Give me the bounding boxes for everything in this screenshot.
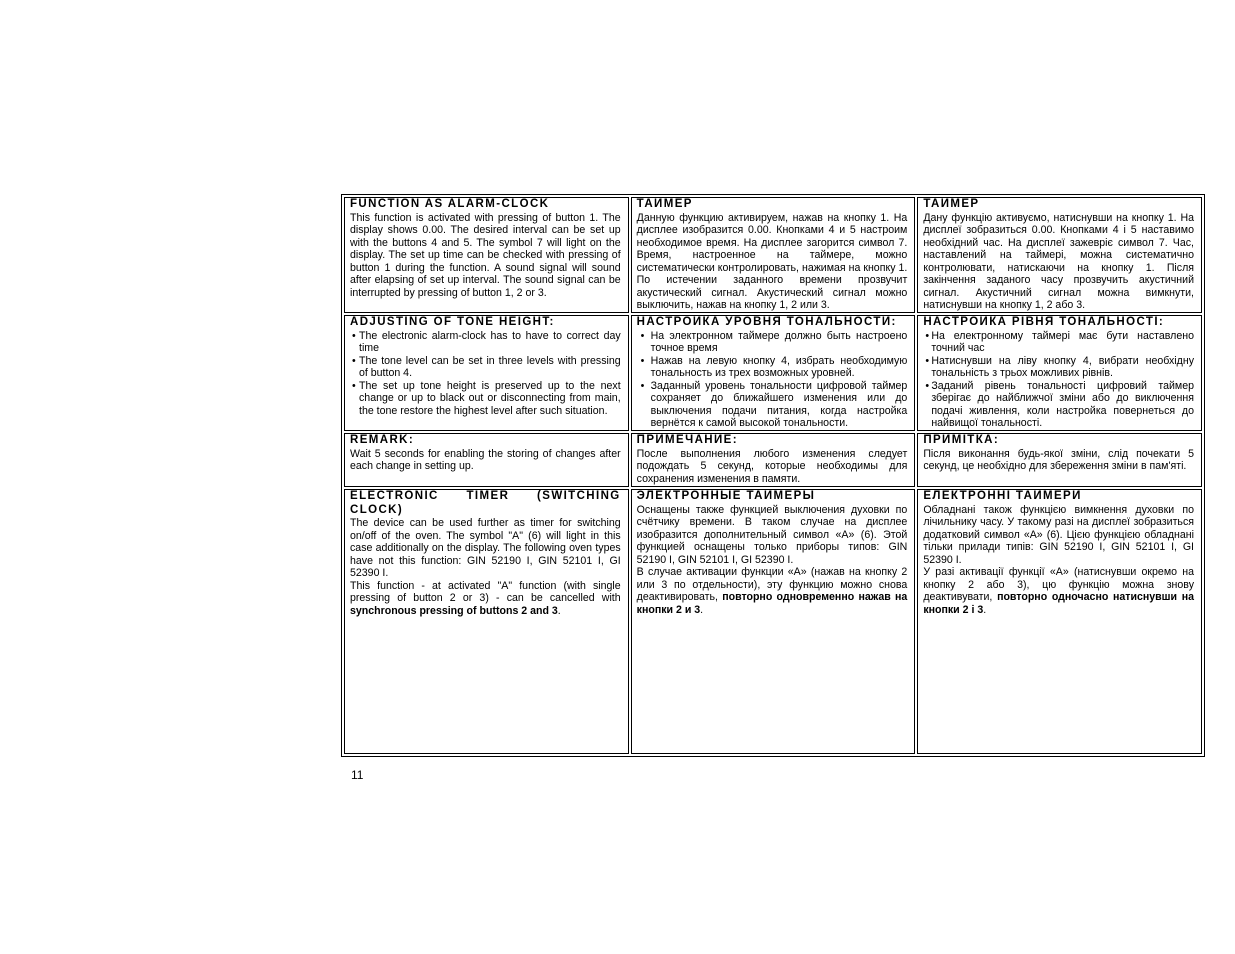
- tone-height-item: • The tone level can be set in three levels with pressing of button 4.: [350, 355, 621, 380]
- alarm-clock-row: [344, 197, 1202, 313]
- tone-height-item: • Натиснувши на ліву кнопку 4, вибрати необхідну тональність з трьох можливих рівнів.: [923, 355, 1194, 380]
- electronic-timer-cancel-text-russian: [637, 566, 908, 616]
- tone-height-row: [344, 315, 1202, 431]
- remark-heading-ukrainian: ПРИМІТКА:: [923, 434, 1000, 446]
- cancel-text: This function - at activated "A" function (with single pressing of button 2 or 3) - can be cancelled with: [350, 579, 621, 605]
- electronic-timer-cancel-text-ukrainian: [923, 566, 1194, 616]
- remark-text-english: Wait 5 seconds for enabling the storing of changes after each change in setting up.: [350, 447, 621, 473]
- tone-height-item: • Заданный уровень тональности цифровой таймер сохраняет до ближайшего изменения или до выключения подачи питания, когда настройка вернётся к самой высокой тональности.: [637, 380, 908, 430]
- tone-height-cell-russian: [631, 315, 916, 431]
- electronic-timer-row: [344, 489, 1202, 754]
- electronic-timer-cancel-text-english: [350, 580, 621, 618]
- tone-height-item: • The set up tone height is preserved up to the next change or up to black out or disconnecting from main, the tone restore the highest level after such situation.: [350, 380, 621, 418]
- remark-heading-russian: ПРИМЕЧАНИЕ:: [636, 434, 738, 446]
- alarm-clock-heading-russian: ТАЙМЕР: [636, 198, 693, 210]
- tone-height-heading-ukrainian: НАСТРОЙКА РІВНЯ ТОНАЛЬНОСТІ:: [923, 316, 1165, 328]
- trilingual-instructions-table: [341, 194, 1205, 757]
- tone-height-list-ukrainian: [923, 330, 1194, 431]
- cancel-text-bold: повторно одновременно нажав на кнопки 2 и 3: [636, 591, 908, 616]
- tone-height-cell-english: [344, 315, 629, 431]
- alarm-clock-cell-russian: [631, 197, 916, 313]
- alarm-clock-heading-ukrainian: ТАЙМЕР: [923, 198, 980, 210]
- electronic-timer-cell-russian: [631, 489, 916, 754]
- instructions-table-wrapper: [341, 194, 1205, 757]
- electronic-timer-heading-ukrainian: ЕЛЕКТРОННІ ТАЙМЕРИ: [923, 490, 1082, 502]
- tone-height-item: • Нажав на левую кнопку 4, избрать необходимую тональность из трех возможных уровней.: [637, 355, 908, 380]
- cancel-text-bold: повторно одночасно натиснувши на кнопки 2 і 3: [923, 591, 1194, 616]
- cancel-text-end: .: [557, 604, 561, 617]
- remark-cell-russian: [631, 433, 916, 487]
- tone-height-item: • На электронном таймере должно быть настроено точное время: [637, 330, 908, 355]
- electronic-timer-text-russian: Оснащены также функцией выключения духовки по счётчику времени. В таком случае на дисплее изобразится дополнительный символ «A» (6). Этой функцией оснащены только приборы типов: GIN 52190 I, GIN 52101 I, GI 52390 I.: [636, 503, 908, 566]
- cancel-text-end: .: [983, 604, 987, 616]
- electronic-timer-cell-english: [344, 489, 629, 754]
- electronic-timer-text-ukrainian: Обладнані також функцією вимкнення духовки по лічильнику часу. У такому разі на дисплеї зобразиться додатковий символ «A» (6). Цією функцією обладнані тільки прилади типів: GIN 52190 I, GIN 52101 I, GI 52390 I.: [923, 503, 1194, 566]
- tone-height-heading-english: ADJUSTING OF TONE HEIGHT:: [350, 316, 555, 328]
- tone-height-list-english: [350, 330, 621, 418]
- tone-height-item: • The electronic alarm-clock has to have to correct day time: [350, 330, 621, 355]
- electronic-timer-cell-ukrainian: [917, 489, 1202, 754]
- alarm-clock-cell-ukrainian: [917, 197, 1202, 313]
- cancel-text-end: .: [700, 604, 704, 616]
- electronic-timer-text-english: The device can be used further as timer for switching on/off of the oven. The symbol "A" (6) will light in this case additionally on the display. The following oven types have not this function: GIN 52190 I, GIN 52101 I, GI 52390 I.: [350, 517, 621, 580]
- alarm-clock-heading-english: FUNCTION AS ALARM-CLOCK: [350, 198, 550, 210]
- alarm-clock-cell-english: [344, 197, 629, 313]
- tone-height-heading-russian: НАСТРОЙКА УРОВНЯ ТОНАЛЬНОСТИ:: [636, 316, 897, 328]
- remark-cell-ukrainian: [917, 433, 1202, 487]
- page-number: 11: [351, 768, 364, 782]
- tone-height-cell-ukrainian: [917, 315, 1202, 431]
- alarm-clock-text-russian: Данную функцию активируем, нажав на кнопку 1. На дисплее изобразится 0.00. Кнопками 4 и 5 настроим необходимое время. На дисплее загорится символ 7. Время, настроенное на таймере, можно систематически контролировать, нажимая на кнопку 1. По истечении заданного времени прозвучит акустический сигнал. Акустический сигнал можно выключить, нажав на кнопку 1, 2 или 3.: [636, 211, 908, 312]
- cancel-text: В случае активации функции «A» (нажав на кнопку 2 или 3 по отдельности), эту функцию можно снова деактивировать,: [636, 566, 908, 604]
- remark-heading-english: REMARK:: [350, 434, 415, 446]
- remark-row: [344, 433, 1202, 487]
- alarm-clock-text-english: This function is activated with pressing of button 1. The display shows 0.00. The desired interval can be set up with the buttons 4 and 5. The symbol 7 will light on the display. The set up time can be checked with pressing of button 1 during the function. A sound signal will sound after elapsing of set up interval. The sound signal can be interrupted by pressing of button 1, 2 or 3.: [350, 211, 621, 299]
- cancel-text-bold: synchronous pressing of buttons 2 and 3: [350, 604, 558, 617]
- remark-text-russian: После выполнения любого изменения следует подождать 5 секунд, которые необходимы для сохранения изменения в памяти.: [636, 447, 908, 485]
- tone-height-item: • На електронному таймері має бути наставлено точний час: [923, 330, 1194, 355]
- electronic-timer-heading-english: ELECTRONIC TIMER (SWITCHING CLOCK): [350, 490, 621, 516]
- tone-height-list-russian: [637, 330, 908, 431]
- tone-height-item: • Заданий рівень тональності цифровий таймер зберігає до найближчої зміни або до виключення подачі живлення, коли настройка повернеться до найвищої тональності.: [923, 380, 1194, 430]
- remark-text-ukrainian: Після виконання будь-якої зміни, слід почекати 5 секунд, це необхідно для збереження зміни в пам'яті.: [923, 447, 1194, 473]
- cancel-text: У разі активації функції «A» (натиснувши окремо на кнопку 2 або 3), цю функцію можна знову деактивувати,: [923, 566, 1194, 604]
- electronic-timer-heading-russian: ЭЛЕКТРОННЫЕ ТАЙМЕРЫ: [636, 490, 816, 502]
- remark-cell-english: [344, 433, 629, 487]
- alarm-clock-text-ukrainian: Дану функцію активуємо, натиснувши на кнопку 1. На дисплеї зобразиться 0.00. Кнопками 4 і 5 наставимо необхідний час. На дисплеї зажевріє символ 7. Час, наставлений на таймері, можна систематично контролювати, натискаючи на кнопку 1. Після закінчення заданого часу прозвучить акустичний сигнал. Акустичний сигнал можна вимкнути, натиснувши на кнопку 1, 2 або 3.: [923, 211, 1194, 312]
